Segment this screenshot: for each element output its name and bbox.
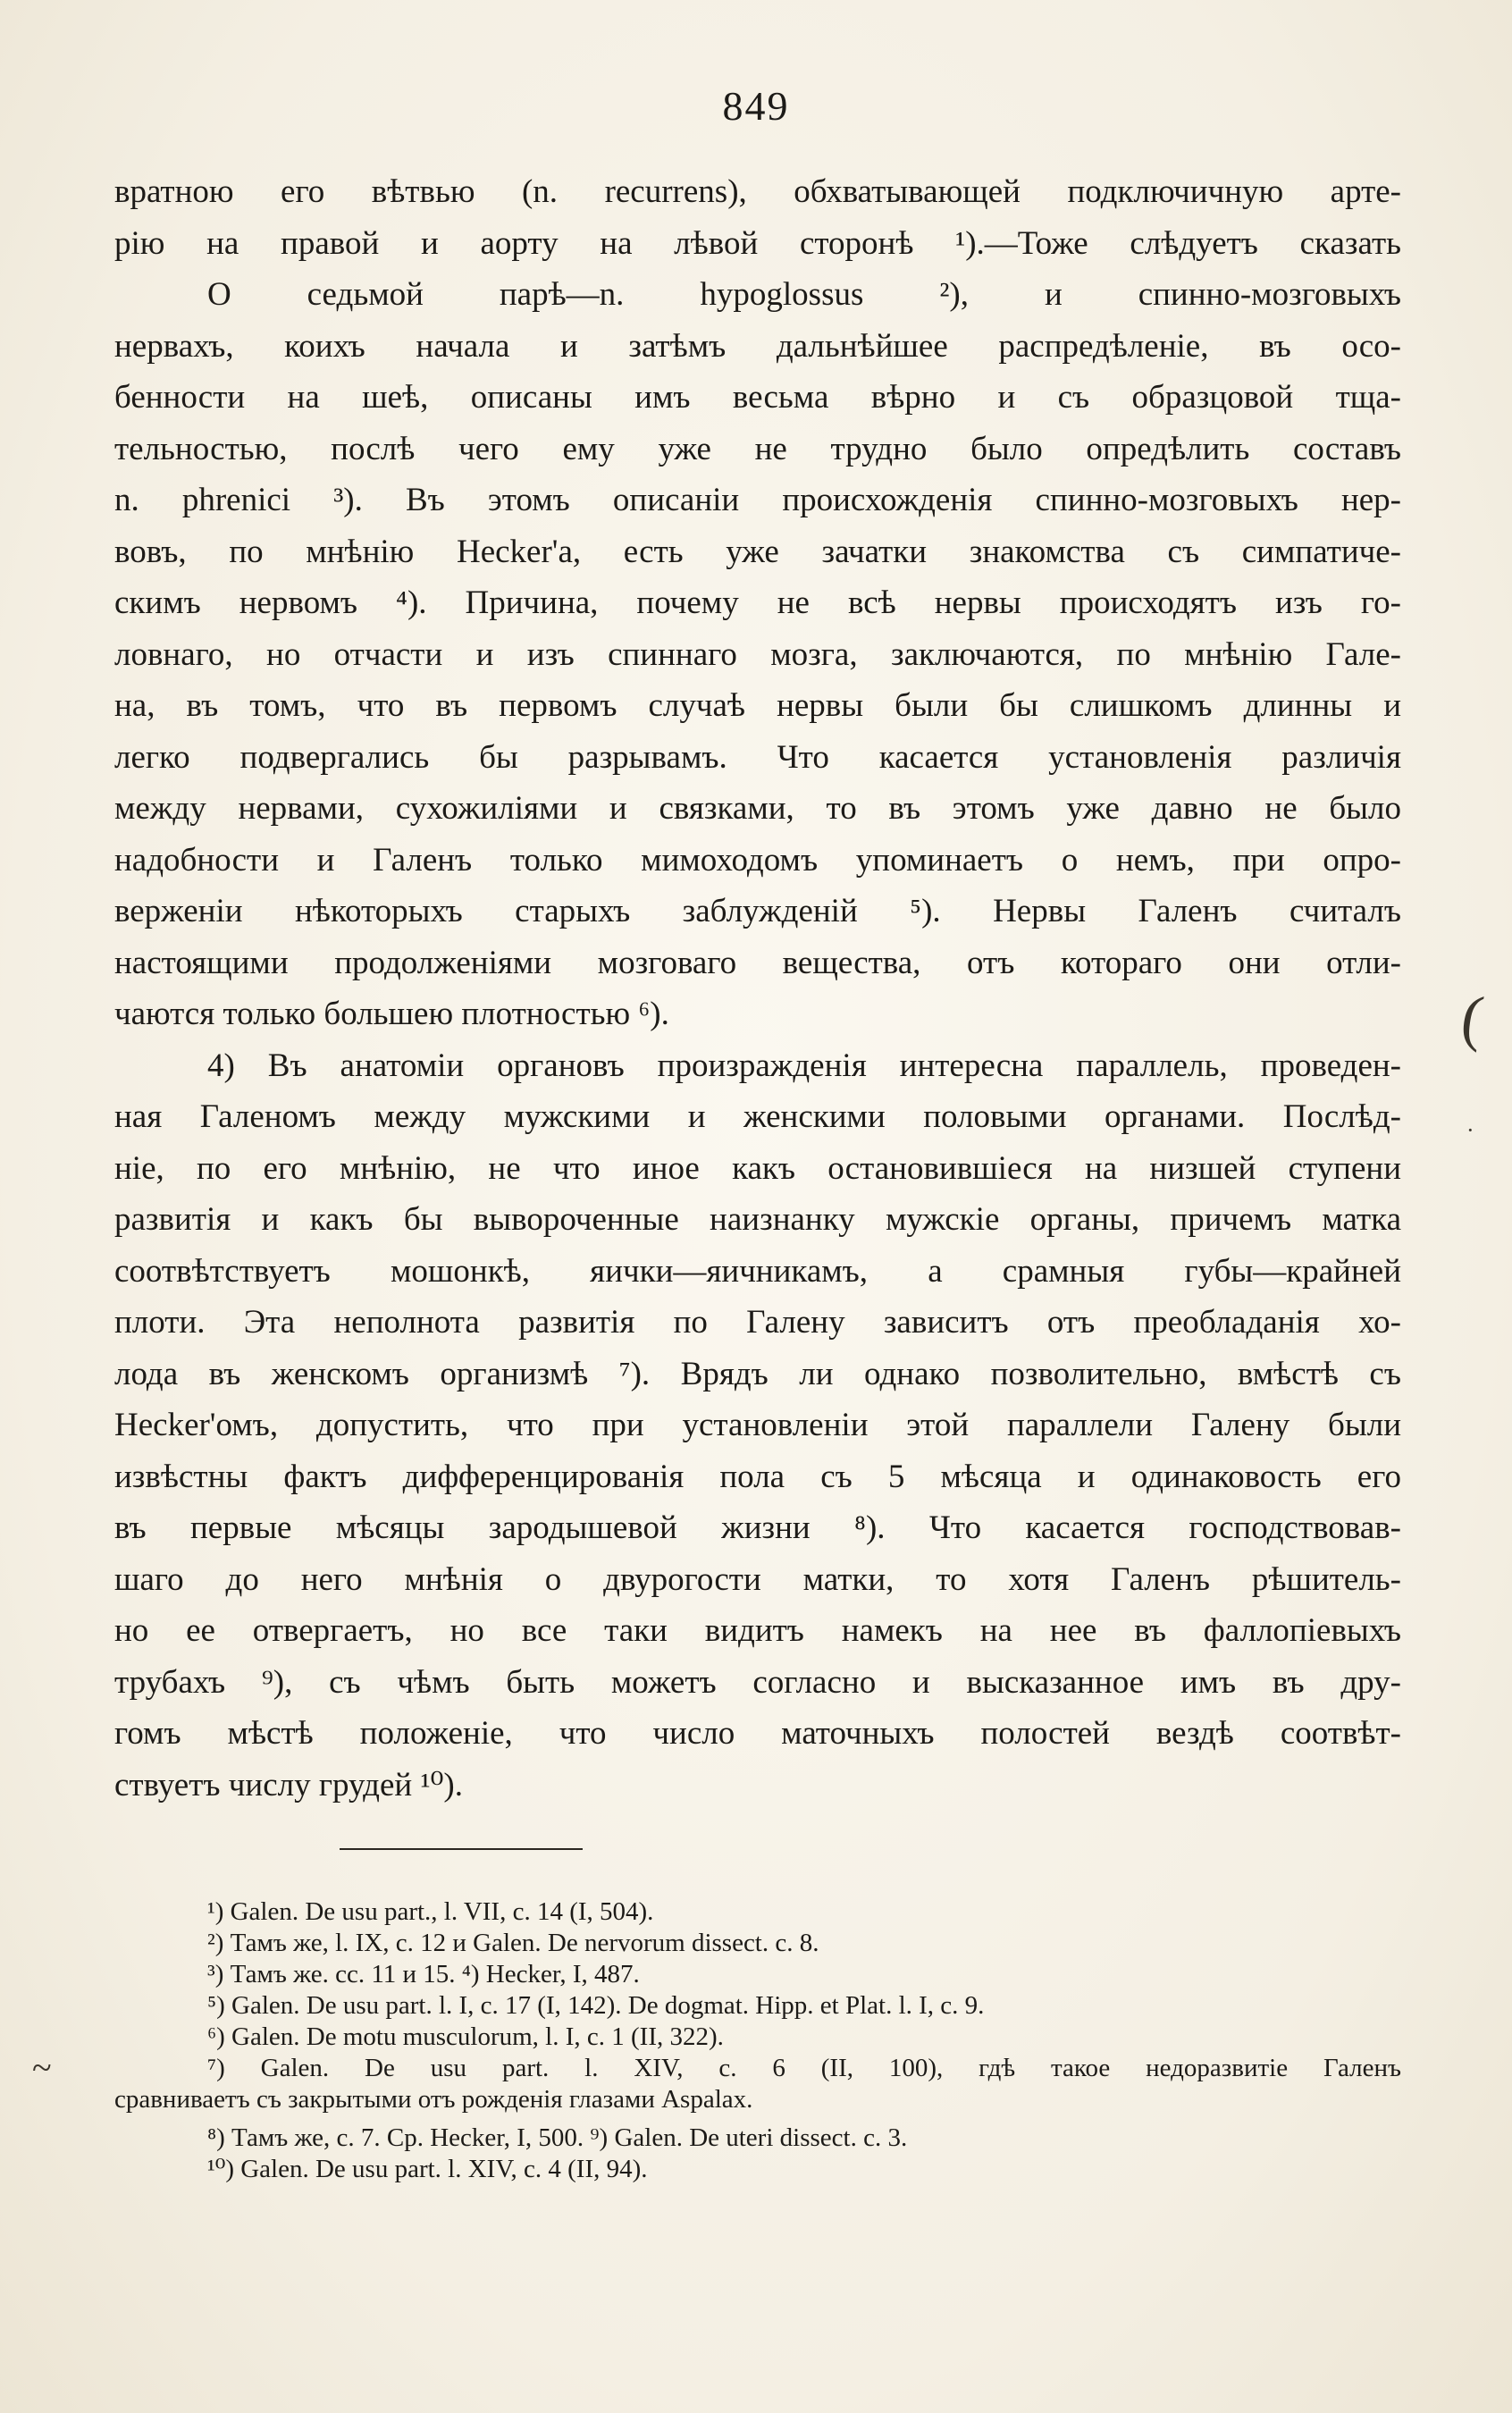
text-line: вратною его вѣтвью (n. recurrens), обхватывающей подключичную арте- (114, 173, 1401, 210)
footnotes (114, 1896, 1401, 2185)
text-line: О седьмой парѣ—n. hypoglossus ²), и спинно-мозговыхъ (207, 276, 1401, 313)
text-line: извѣстны фактъ дифференцированія пола съ 5 мѣсяца и одинаковость его (114, 1458, 1401, 1495)
text-line: Hecker'омъ, допустить, что при установленіи этой параллели Галену были (114, 1407, 1401, 1443)
footnote-continuation: сравниваетъ съ закрытыми отъ рожденія глазами Aspalax. (114, 2085, 753, 2114)
text-line: между нервами, сухожиліями и связками, то въ этомъ уже давно не было (114, 790, 1401, 827)
text-line: на, въ томъ, что въ первомъ случаѣ нервы были бы слишкомъ длинны и (114, 687, 1401, 724)
text-line: чаются только большею плотностью ⁶). (114, 996, 669, 1032)
text-line: ловнаго, но отчасти и изъ спиннаго мозга, заключаются, по мнѣнію Гале- (114, 635, 1401, 673)
text-line: 4) Въ анатоміи органовъ произражденія интересна параллель, проведен- (207, 1047, 1401, 1084)
footnote: ⁶) Galen. De motu musculorum, l. I, c. 1 (II, 322). (207, 2022, 724, 2051)
text-line: бенности на шеѣ, описаны имъ весьма вѣрно и съ образцовой тща- (114, 379, 1401, 416)
margin-dot-mark: · (1466, 1117, 1474, 1143)
text-line: вовъ, по мнѣнію Hecker'а, есть уже зачатки знакомства съ симпатиче- (114, 533, 1401, 570)
footnote-separator (340, 1848, 583, 1850)
text-line: трубахъ ⁹), съ чѣмъ быть можетъ согласно и высказанное имъ въ дру- (114, 1663, 1401, 1701)
text-line: ствуетъ числу грудей ¹⁰). (114, 1766, 463, 1803)
text-line: гомъ мѣстѣ положеніе, что число маточныхъ полостей вездѣ соотвѣт- (114, 1715, 1401, 1752)
text-line: нервахъ, коихъ начала и затѣмъ дальнѣйшее распредѣленіе, въ осо- (114, 327, 1401, 365)
text-line: развитія и какъ бы вывороченные наизнанку мужскіе органы, причемъ матка (114, 1201, 1401, 1238)
text-line: шаго до него мнѣнія о двурогости матки, то хотя Галенъ рѣшитель- (114, 1560, 1401, 1598)
text-line: настоящими продолженіями мозговаго вещества, отъ котораго они отли- (114, 944, 1401, 981)
text-line: соотвѣтствуетъ мошонкѣ, яички—яичникамъ, а срамныя губы—крайней (114, 1252, 1401, 1290)
footnote: ⁸) Тамъ же, c. 7. Ср. Hecker, I, 500. ⁹) Galen. De uteri dissect. c. 3. (207, 2123, 908, 2152)
body-text (114, 166, 1401, 1811)
footnote: ²) Тамъ же, l. IX, c. 12 и Galen. De nervorum dissect. c. 8. (207, 1929, 819, 1957)
text-line: скимъ нервомъ ⁴). Причина, почему не всѣ нервы происходятъ изъ го- (114, 584, 1401, 621)
text-line: лода въ женскомъ организмѣ ⁷). Врядъ ли однако позволительно, вмѣстѣ съ (114, 1355, 1401, 1392)
text-line: ніе, по его мнѣнію, не что иное какъ остановившіеся на низшей ступени (114, 1149, 1401, 1187)
footnote: ⁵) Galen. De usu part. l. I, c. 17 (I, 142). De dogmat. Hipp. et Plat. l. I, c. 9. (207, 1991, 985, 2020)
text-line: плоти. Эта неполнота развитія по Галену зависитъ отъ преобладанія хо- (114, 1304, 1401, 1341)
margin-squiggle-mark: ~ (32, 2047, 52, 2088)
margin-bracket-mark: ( (1457, 982, 1488, 1055)
footnote: ³) Тамъ же. cc. 11 и 15. ⁴) Hecker, I, 487. (207, 1960, 640, 1988)
text-line: верженіи нѣкоторыхъ старыхъ заблужденій ⁵). Нервы Галенъ считалъ (114, 893, 1401, 929)
footnote: ¹⁰) Galen. De usu part. l. XIV, c. 4 (II, 94). (207, 2155, 648, 2183)
footnote: ¹) Galen. De usu part., l. VII, c. 14 (I, 504). (207, 1897, 654, 1926)
page-number: 849 (722, 83, 790, 129)
text-line: ная Галеномъ между мужскими и женскими половыми органами. Послѣд- (114, 1098, 1401, 1135)
text-line: тельностью, послѣ чего ему уже не трудно было опредѣлить составъ (114, 430, 1401, 467)
text-line: но ее отвергаетъ, но все таки видитъ намекъ на нее въ фаллопіевыхъ (114, 1612, 1401, 1649)
text-line: рію на правой и аорту на лѣвой сторонѣ ¹).—Тоже слѣдуетъ сказать (114, 224, 1401, 262)
text-line: легко подвергались бы разрывамъ. Что касается установленія различія (114, 738, 1401, 776)
text-line: n. phrenici ³). Въ этомъ описаніи происхожденія спинно-мозговыхъ нер- (114, 482, 1401, 518)
footnote: ⁷) Galen. De usu part. l. XIV, c. 6 (II, 100), гдѣ такое недоразвитіе Галенъ (207, 2054, 1401, 2082)
text-line: надобности и Галенъ только мимоходомъ упоминаетъ о немъ, при опро- (114, 841, 1401, 879)
text-line: въ первые мѣсяцы зародышевой жизни ⁸). Что касается господствовав- (114, 1509, 1401, 1546)
